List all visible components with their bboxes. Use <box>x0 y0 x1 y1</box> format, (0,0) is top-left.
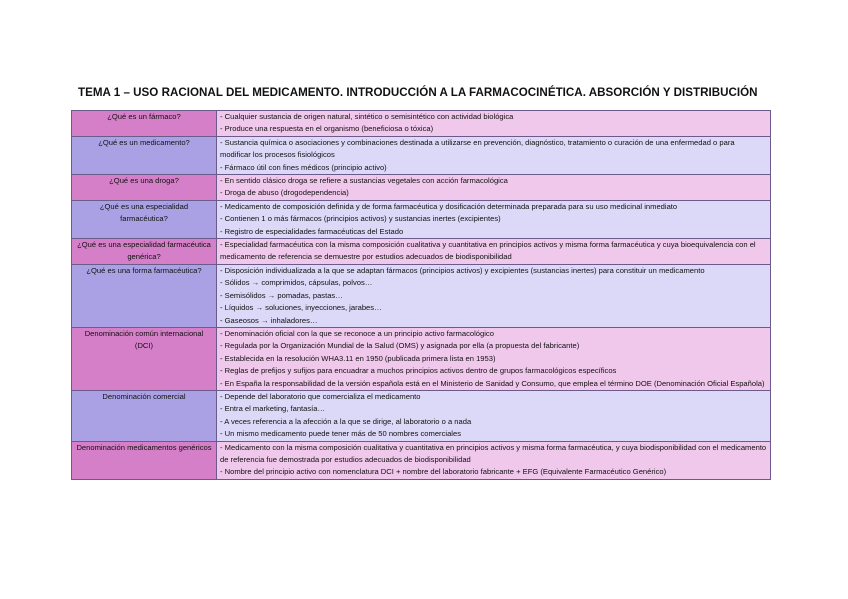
document-title: TEMA 1 – USO RACIONAL DEL MEDICAMENTO. INTRODUCCIÓN A LA FARMACOCINÉTICA. ABSORCIÓN Y DISTRIBUCIÓN <box>78 86 758 99</box>
answer-line: - Reglas de prefijos y sufijos para encuadrar a muchos principios activos dentro de grupos farmacológicos específicos <box>220 366 617 376</box>
answer-line: - Sólidos → comprimidos, cápsulas, polvos… <box>220 278 373 288</box>
table-row <box>72 200 771 238</box>
table-row <box>72 390 771 441</box>
row-answer <box>217 441 771 479</box>
row-answer <box>217 264 771 327</box>
answer-line: - Depende del laboratorio que comercializa el medicamento <box>220 391 421 401</box>
row-answer <box>217 136 771 174</box>
answer-line: - Regulada por la Organización Mundial de la Salud (OMS) y asignada por ella (a propuesta del fabricante) <box>220 341 580 351</box>
row-question: Denominación medicamentos genéricos <box>72 441 217 479</box>
answer-line: - Medicamento de composición definida y de forma farmacéutica y dosificación determinada preparada para su uso medicinal inmediato <box>220 201 678 211</box>
answer-line: - Entra el marketing, fantasía… <box>220 404 326 414</box>
row-question: ¿Qué es una especialidad farmacéutica genérica? <box>72 239 217 265</box>
table-row <box>72 441 771 479</box>
concept-table <box>71 110 771 480</box>
answer-line: - Semisólidos → pomadas, pastas… <box>220 290 343 300</box>
answer-line: - Contienen 1 o más fármacos (principios activos) y sustancias inertes (excipientes) <box>220 214 501 224</box>
row-question: ¿Qué es un medicamento? <box>72 136 217 174</box>
answer-line: - Nombre del principio activo con nomenclatura DCI + nombre del laboratorio fabricante + EFG (Equivalente Farmacéutico Genérico) <box>220 467 667 477</box>
table-row <box>72 111 771 137</box>
table-row <box>72 327 771 390</box>
row-question: ¿Qué es una especialidad farmacéutica? <box>72 200 217 238</box>
row-question: ¿Qué es una droga? <box>72 175 217 201</box>
answer-line: - Sustancia química o asociaciones y combinaciones destinada a utilizarse en prevención, diagnóstico, tratamiento o curación de una enfermedad o para modificar los procesos fisiológicos <box>220 137 735 160</box>
answer-line: - En sentido clásico droga se refiere a sustancias vegetales con acción farmacológica <box>220 176 508 186</box>
table-row <box>72 239 771 265</box>
answer-line: - Denominación oficial con la que se reconoce a un principio activo farmacológico <box>220 328 494 338</box>
answer-line: - Especialidad farmacéutica con la misma composición cualitativa y cuantitativa en principios activos y misma forma farmacéutica y cuya bioequivalencia con el medicamento de referencia se demuestre por estudios adecuados de biodisponibilidad <box>220 240 756 262</box>
answer-line: - Un mismo medicamento puede tener más de 50 nombres comerciales <box>220 429 461 439</box>
answer-line: - Droga de abuso (drogodependencia) <box>220 188 349 198</box>
answer-line: - Medicamento con la misma composición cualitativa y cuantitativa en principios activos y misma forma farmacéutica, y cuya biodisponibilidad con el medicamento de referencia fue demostrada por estudios adecuados de biodisponibilidad <box>220 442 767 464</box>
answer-line: - En España la responsabilidad de la versión española está en el Ministerio de Sanidad y Consumo, que emplea el término DOE (Denominación Oficial Española) <box>220 378 765 388</box>
table-row <box>72 136 771 174</box>
answer-line: - Líquidos → soluciones, inyecciones, jarabes… <box>220 303 382 313</box>
row-question: Denominación comercial <box>72 390 217 441</box>
row-answer <box>217 327 771 390</box>
answer-line: - Produce una respuesta en el organismo (beneficiosa o tóxica) <box>220 124 434 134</box>
row-answer <box>217 175 771 201</box>
answer-line: - Establecida en la resolución WHA3.11 en 1950 (publicada primera lista en 1953) <box>220 353 496 363</box>
row-answer <box>217 239 771 265</box>
answer-line: - Registro de especialidades farmacéuticas del Estado <box>220 226 404 236</box>
row-answer <box>217 111 771 137</box>
row-answer <box>217 390 771 441</box>
row-question: Denominación común internacional (DCI) <box>72 327 217 390</box>
row-answer <box>217 200 771 238</box>
answer-line: - Fármaco útil con fines médicos (principio activo) <box>220 162 387 172</box>
row-question: ¿Qué es un fármaco? <box>72 111 217 137</box>
table-row <box>72 264 771 327</box>
answer-line: - Cualquier sustancia de origen natural, sintético o semisintético con actividad biológica <box>220 112 514 121</box>
answer-line: - A veces referencia a la afección a la que se dirige, al laboratorio o a nada <box>220 416 472 426</box>
table-row <box>72 175 771 201</box>
row-question: ¿Qué es una forma farmacéutica? <box>72 264 217 327</box>
answer-line: - Disposición individualizada a la que se adaptan fármacos (principios activos) y excipientes (sustancias inertes) para constituir un medicamento <box>220 265 705 275</box>
concept-table-body <box>72 111 771 480</box>
answer-line: - Gaseosos → inhaladores… <box>220 315 318 325</box>
